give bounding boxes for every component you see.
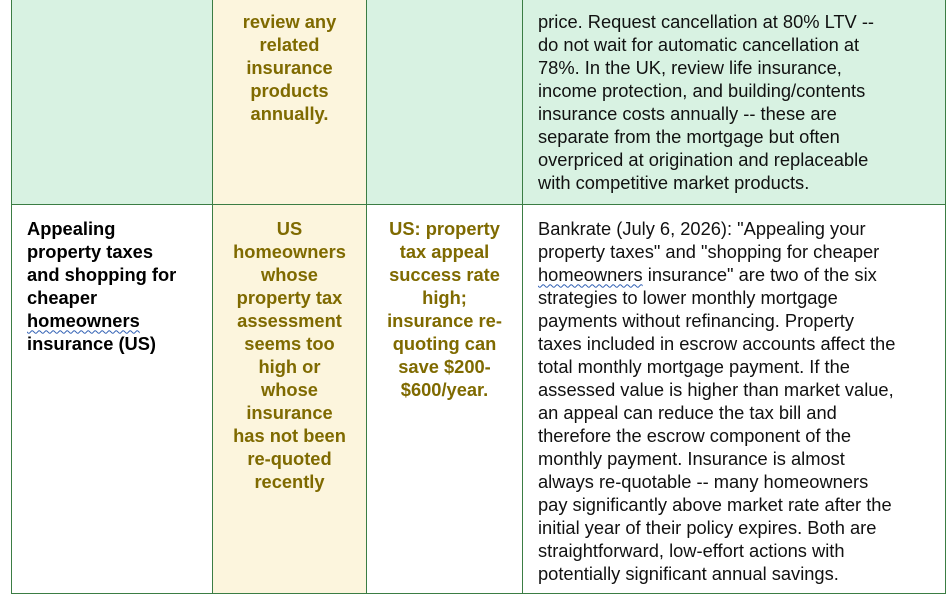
detail-text — [523, 205, 945, 585]
detail-text-part: Bankrate (July 6, 2026): "Appealing your property taxes" and "shopping for cheaper — [538, 217, 880, 262]
strategy-text-part: insurance (US) — [27, 332, 157, 354]
spellcheck-underlined-word: homeowners — [538, 263, 643, 285]
audience-cell — [213, 204, 367, 593]
table-row-continued — [12, 0, 946, 204]
benefit-cell — [367, 204, 523, 593]
table-row-property-tax — [12, 204, 946, 593]
detail-cell — [523, 204, 946, 593]
spellcheck-underlined-word: homeowners — [27, 309, 140, 331]
audience-text: review any related insurance products annually. — [242, 11, 337, 124]
audience-text: US homeowners whose property tax assessment seems too high or whose insurance has not been re-quoted recently — [233, 217, 346, 492]
document-table — [11, 0, 946, 594]
benefit-cell-continued — [367, 0, 523, 204]
audience-cell-continued — [213, 0, 367, 204]
strategy-text-part: Appealing property taxes and shopping for cheaper — [27, 217, 177, 308]
detail-cell-continued — [523, 0, 946, 204]
strategy-cell-continued — [12, 0, 213, 204]
detail-text: price. Request cancellation at 80% LTV -- do not wait for automatic cancellation at 78%. In the UK, review life insurance, income protection, and building/contents insurance costs annually -- these are separate from the mortgage but often overpriced at origination and replaceable with competitive market products. — [538, 11, 874, 193]
strategy-text — [12, 205, 212, 355]
benefit-text: US: property tax appeal success rate high; insurance re- quoting can save $200- $600/year. — [387, 217, 502, 400]
strategy-cell — [12, 204, 213, 593]
detail-text-part: insurance" are two of the six strategies to lower monthly mortgage payments without refinancing. Property taxes included in escrow accounts affect the total monthly mortgage payment. If the assessed value is higher than market value, an appeal can reduce the tax bill and therefore the escrow component of the monthly payment. Insurance is almost always re-quotable -- many homeowners pay significantly above market rate after the initial year of their policy expires. Both are straightforward, low-effort actions with potentially significant annual savings. — [538, 263, 896, 584]
benefit-text — [367, 0, 522, 10]
